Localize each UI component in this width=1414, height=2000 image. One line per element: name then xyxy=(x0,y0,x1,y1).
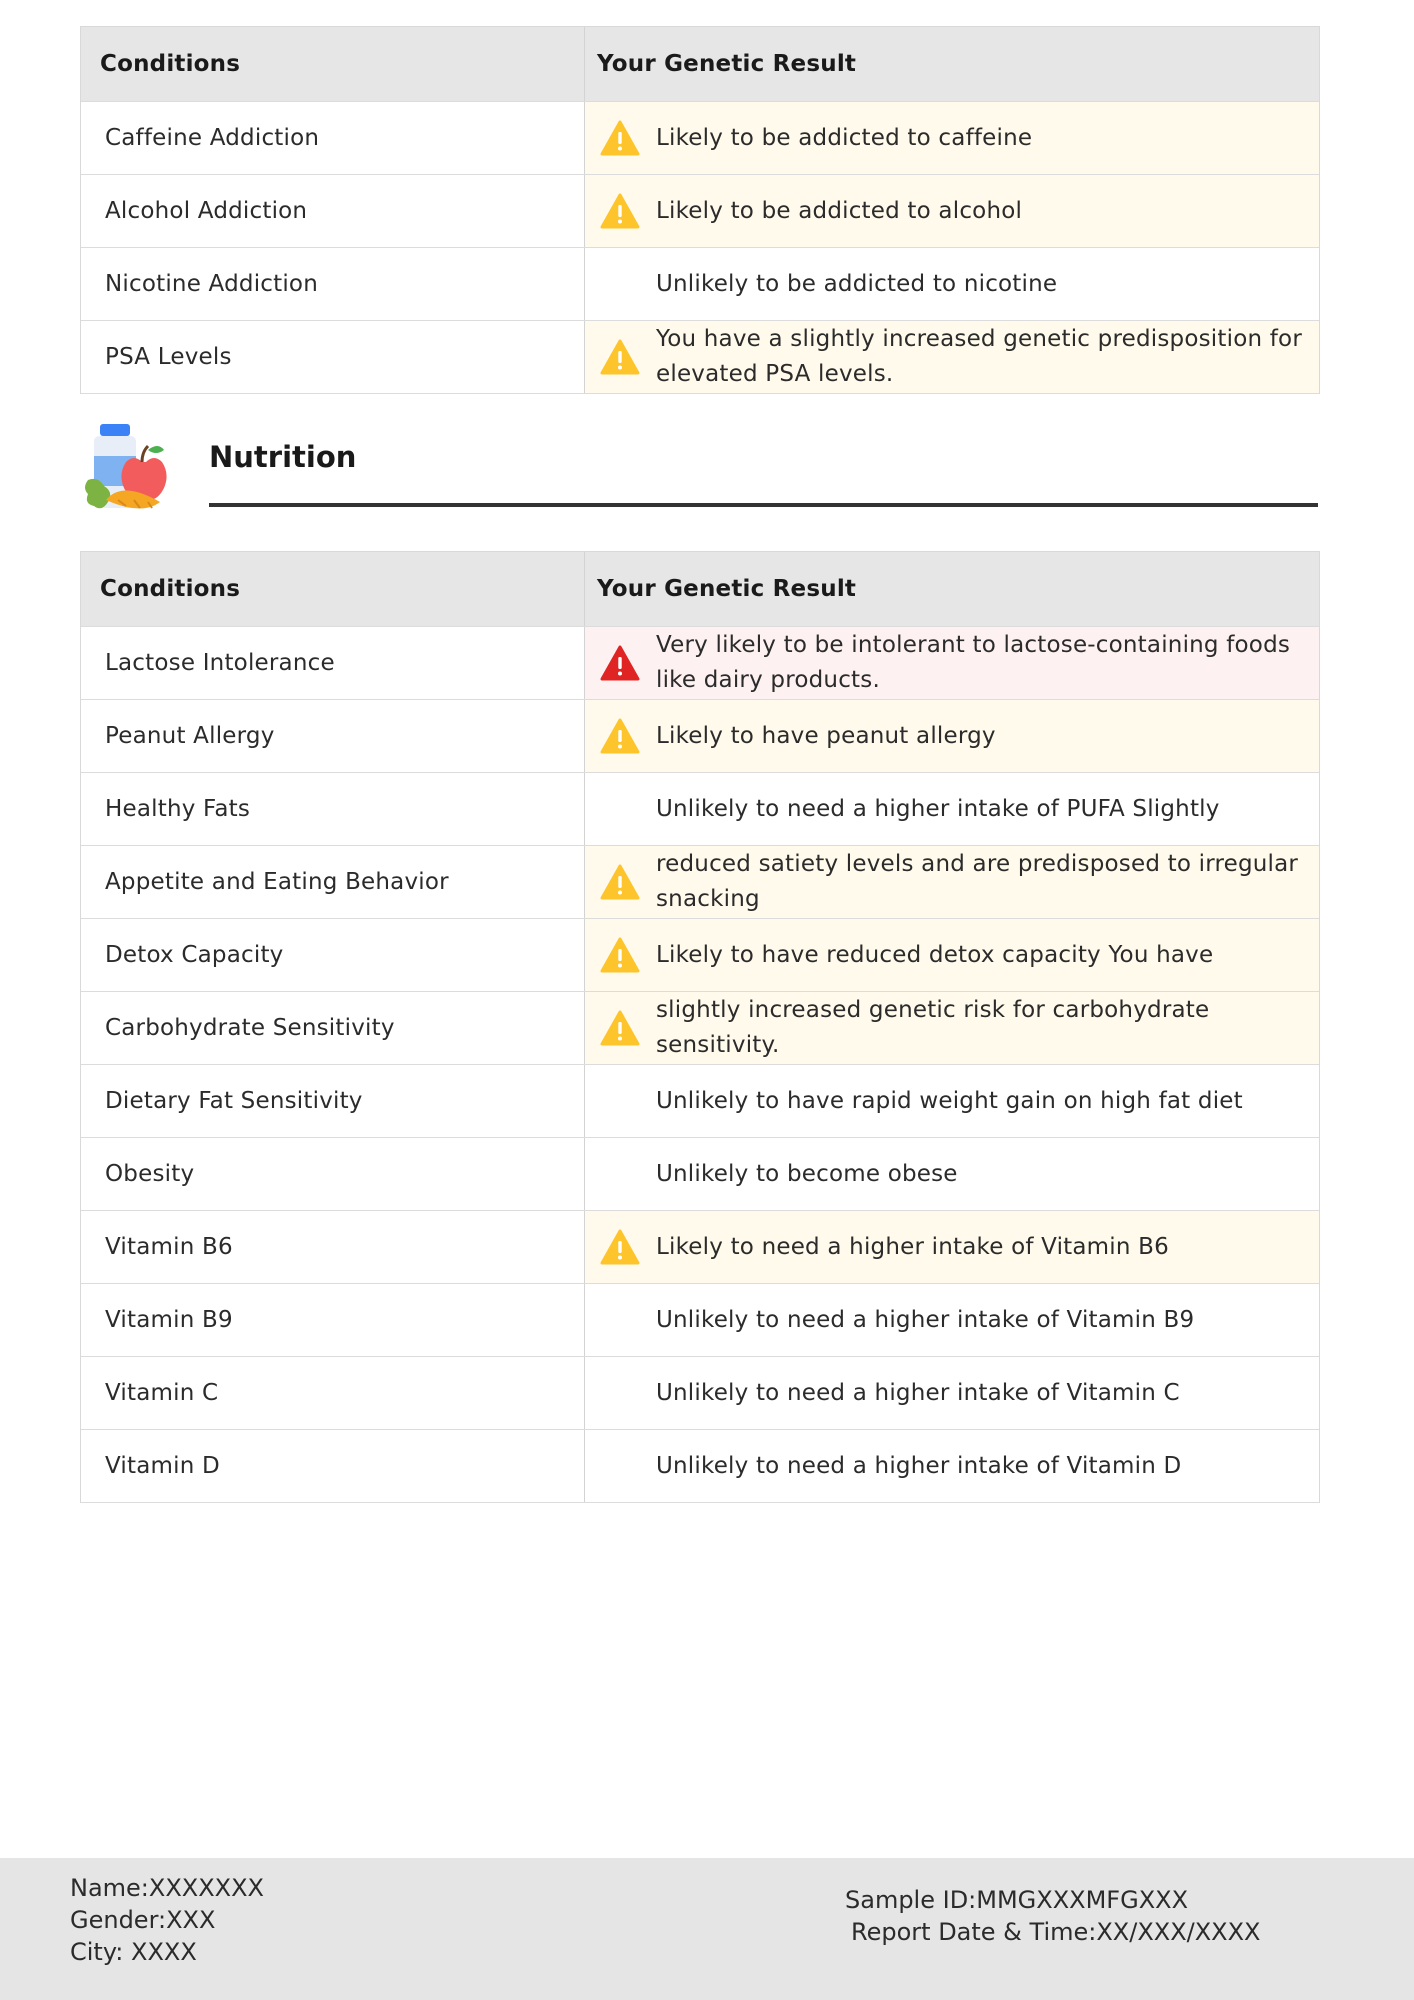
result-cell xyxy=(585,773,1319,845)
report-date: Report Date & Time:XX/XXX/XXXX xyxy=(851,1918,1261,1946)
condition-cell: Caffeine Addiction xyxy=(81,102,585,174)
warning-icon xyxy=(598,337,642,377)
report-footer xyxy=(0,1858,1414,2000)
warning-icon xyxy=(598,862,642,902)
table-row xyxy=(81,1357,1319,1430)
table-row xyxy=(81,846,1319,919)
table-row xyxy=(81,1211,1319,1284)
result-cell xyxy=(585,248,1319,320)
result-header: Your Genetic Result xyxy=(597,51,857,77)
condition-cell: Lactose Intolerance xyxy=(81,627,585,699)
result-cell xyxy=(585,919,1319,991)
table-row xyxy=(81,1138,1319,1211)
result-cell xyxy=(585,627,1319,699)
condition-cell: Carbohydrate Sensitivity xyxy=(81,992,585,1064)
conditions-header: Conditions xyxy=(81,552,585,626)
result-text: slightly increased genetic risk for carbohydrate sensitivity. xyxy=(656,997,1210,1058)
table-row xyxy=(81,919,1319,992)
table-row xyxy=(81,1065,1319,1138)
condition-cell: PSA Levels xyxy=(81,321,585,393)
table-row xyxy=(81,627,1319,700)
result-text: Likely to be addicted to caffeine xyxy=(656,124,1033,151)
result-header: Your Genetic Result xyxy=(597,576,857,602)
sample-id: Sample ID:MMGXXXMFGXXX xyxy=(845,1886,1189,1914)
section-title: Nutrition xyxy=(209,440,357,474)
warning-icon xyxy=(598,935,642,975)
result-text: Unlikely to need a higher intake of Vitamin B9 xyxy=(656,1306,1195,1333)
result-cell xyxy=(585,102,1319,174)
result-text: Unlikely to need a higher intake of Vitamin D xyxy=(656,1452,1182,1479)
condition-cell: Vitamin D xyxy=(81,1430,585,1502)
result-text: reduced satiety levels and are predisposed to irregular snacking xyxy=(656,851,1299,912)
warning-icon xyxy=(598,716,642,756)
nutrition-food-icon xyxy=(82,420,182,520)
alert-icon xyxy=(598,643,642,683)
table-row xyxy=(81,321,1319,394)
result-text: Likely to need a higher intake of Vitamin B6 xyxy=(656,1233,1169,1260)
patient-info xyxy=(70,1872,264,1968)
result-text: Unlikely to be addicted to nicotine xyxy=(656,270,1058,297)
condition-cell: Alcohol Addiction xyxy=(81,175,585,247)
condition-cell: Obesity xyxy=(81,1138,585,1210)
condition-cell: Healthy Fats xyxy=(81,773,585,845)
table-row xyxy=(81,700,1319,773)
result-cell xyxy=(585,700,1319,772)
patient-gender: Gender:XXX xyxy=(70,1906,216,1934)
result-text: Very likely to be intolerant to lactose-containing foods like dairy products. xyxy=(656,632,1291,693)
condition-cell: Vitamin B9 xyxy=(81,1284,585,1356)
result-cell xyxy=(585,1430,1319,1502)
warning-icon xyxy=(598,118,642,158)
table-header xyxy=(81,27,1319,102)
table-row xyxy=(81,1430,1319,1503)
table-row xyxy=(81,102,1319,175)
condition-cell: Peanut Allergy xyxy=(81,700,585,772)
result-cell xyxy=(585,1065,1319,1137)
result-cell xyxy=(585,992,1319,1064)
condition-cell: Dietary Fat Sensitivity xyxy=(81,1065,585,1137)
table-row xyxy=(81,248,1319,321)
warning-icon xyxy=(598,1008,642,1048)
patient-city: City: XXXX xyxy=(70,1938,197,1966)
result-cell xyxy=(585,321,1319,393)
condition-cell: Appetite and Eating Behavior xyxy=(81,846,585,918)
result-cell xyxy=(585,1138,1319,1210)
condition-cell: Detox Capacity xyxy=(81,919,585,991)
patient-name: Name:XXXXXXX xyxy=(70,1874,264,1902)
result-cell xyxy=(585,175,1319,247)
warning-icon xyxy=(598,1227,642,1267)
result-text: Likely to be addicted to alcohol xyxy=(656,197,1023,224)
result-text: Unlikely to need a higher intake of Vitamin C xyxy=(656,1379,1180,1406)
section-divider xyxy=(209,503,1318,507)
result-text: Unlikely to become obese xyxy=(656,1160,958,1187)
report-info xyxy=(845,1884,1261,1948)
result-text: You have a slightly increased genetic predisposition for elevated PSA levels. xyxy=(656,326,1302,387)
result-cell xyxy=(585,846,1319,918)
table-header xyxy=(81,552,1319,627)
result-cell xyxy=(585,1284,1319,1356)
nutrition-results-table xyxy=(80,551,1320,1503)
table-row xyxy=(81,773,1319,846)
condition-cell: Nicotine Addiction xyxy=(81,248,585,320)
warning-icon xyxy=(598,191,642,231)
result-text: Unlikely to have rapid weight gain on high fat diet xyxy=(656,1087,1243,1114)
condition-cell: Vitamin C xyxy=(81,1357,585,1429)
table-row xyxy=(81,175,1319,248)
result-cell xyxy=(585,1357,1319,1429)
table-row xyxy=(81,1284,1319,1357)
condition-cell: Vitamin B6 xyxy=(81,1211,585,1283)
lifestyle-results-table xyxy=(80,26,1320,394)
result-text: Unlikely to need a higher intake of PUFA Slightly xyxy=(656,795,1220,822)
result-cell xyxy=(585,1211,1319,1283)
conditions-header: Conditions xyxy=(81,27,585,101)
result-text: Likely to have peanut allergy xyxy=(656,722,996,749)
table-row xyxy=(81,992,1319,1065)
result-text: Likely to have reduced detox capacity You have xyxy=(656,941,1214,968)
